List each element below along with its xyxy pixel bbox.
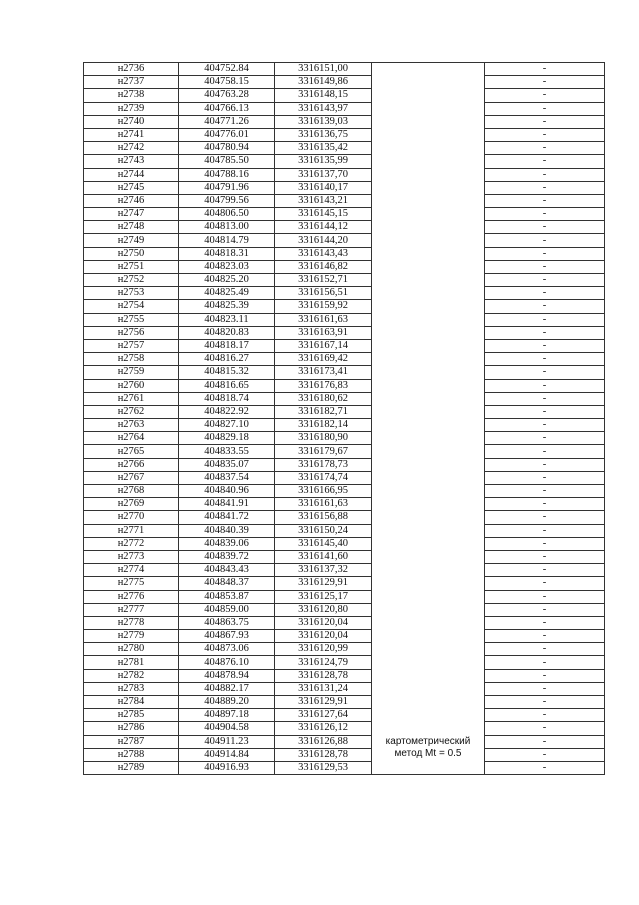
coord-y-cell: 3316149,86	[275, 76, 372, 89]
point-id-cell: н2739	[84, 102, 179, 115]
method-accuracy: метод Mt = 0.5	[394, 748, 462, 760]
coord-y-cell: 3316148,15	[275, 89, 372, 102]
point-id-cell: н2770	[84, 511, 179, 524]
note-cell: -	[485, 274, 605, 287]
coord-x-cell: 404837.54	[179, 471, 275, 484]
point-id-cell: н2755	[84, 313, 179, 326]
note-cell: -	[485, 155, 605, 168]
coord-y-cell: 3316143,43	[275, 247, 372, 260]
coord-y-cell: 3316120,04	[275, 616, 372, 629]
coord-x-cell: 404823.11	[179, 313, 275, 326]
table-row	[84, 616, 605, 629]
coord-y-cell: 3316161,63	[275, 498, 372, 511]
coord-x-cell: 404911.23	[179, 735, 275, 748]
note-cell: -	[485, 168, 605, 181]
note-cell: -	[485, 287, 605, 300]
coord-y-cell: 3316129,91	[275, 696, 372, 709]
note-cell: -	[485, 194, 605, 207]
note-cell: -	[485, 432, 605, 445]
point-id-cell: н2740	[84, 115, 179, 128]
table-row	[84, 643, 605, 656]
note-cell: -	[485, 128, 605, 141]
table-row	[84, 432, 605, 445]
point-id-cell: н2746	[84, 194, 179, 207]
coord-y-cell: 3316143,21	[275, 194, 372, 207]
note-cell: -	[485, 669, 605, 682]
coord-x-cell: 404788.16	[179, 168, 275, 181]
note-cell: -	[485, 76, 605, 89]
coord-y-cell: 3316124,79	[275, 656, 372, 669]
table-row	[84, 577, 605, 590]
coord-x-cell: 404904.58	[179, 722, 275, 735]
coord-x-cell: 404818.31	[179, 247, 275, 260]
coord-x-cell: 404840.39	[179, 524, 275, 537]
coord-y-cell: 3316178,73	[275, 458, 372, 471]
coord-x-cell: 404889.20	[179, 696, 275, 709]
coord-y-cell: 3316144,20	[275, 234, 372, 247]
coord-x-cell: 404859.00	[179, 603, 275, 616]
point-id-cell: н2752	[84, 274, 179, 287]
point-id-cell: н2781	[84, 656, 179, 669]
coord-x-cell: 404863.75	[179, 616, 275, 629]
point-id-cell: н2763	[84, 419, 179, 432]
point-id-cell: н2745	[84, 181, 179, 194]
point-id-cell: н2771	[84, 524, 179, 537]
note-cell: -	[485, 300, 605, 313]
table-row	[84, 748, 605, 761]
method-name: картометрический	[385, 736, 471, 748]
table-row	[84, 102, 605, 115]
coord-y-cell: 3316161,63	[275, 313, 372, 326]
coord-y-cell: 3316156,51	[275, 287, 372, 300]
coord-y-cell: 3316139,03	[275, 115, 372, 128]
point-id-cell: н2788	[84, 748, 179, 761]
coord-x-cell: 404840.96	[179, 485, 275, 498]
point-id-cell: н2772	[84, 537, 179, 550]
coord-y-cell: 3316166,95	[275, 485, 372, 498]
coord-x-cell: 404818.74	[179, 392, 275, 405]
point-id-cell: н2774	[84, 564, 179, 577]
point-id-cell: н2778	[84, 616, 179, 629]
coord-x-cell: 404752.84	[179, 63, 275, 76]
note-cell: -	[485, 761, 605, 774]
coord-y-cell: 3316152,71	[275, 274, 372, 287]
coord-x-cell: 404791.96	[179, 181, 275, 194]
coord-x-cell: 404799.56	[179, 194, 275, 207]
note-cell: -	[485, 458, 605, 471]
coord-y-cell: 3316174,74	[275, 471, 372, 484]
note-cell: -	[485, 313, 605, 326]
point-id-cell: н2748	[84, 221, 179, 234]
coord-y-cell: 3316137,70	[275, 168, 372, 181]
coord-x-cell: 404882.17	[179, 682, 275, 695]
note-cell: -	[485, 564, 605, 577]
point-id-cell: н2751	[84, 260, 179, 273]
table-row	[84, 221, 605, 234]
table-row	[84, 550, 605, 563]
point-id-cell: н2741	[84, 128, 179, 141]
coord-y-cell: 3316126,12	[275, 722, 372, 735]
note-cell: -	[485, 485, 605, 498]
coord-y-cell: 3316151,00	[275, 63, 372, 76]
table-row	[84, 313, 605, 326]
table-row	[84, 405, 605, 418]
note-cell: -	[485, 326, 605, 339]
note-cell: -	[485, 590, 605, 603]
coord-x-cell: 404829.18	[179, 432, 275, 445]
note-cell: -	[485, 392, 605, 405]
point-id-cell: н2766	[84, 458, 179, 471]
point-id-cell: н2756	[84, 326, 179, 339]
coord-y-cell: 3316140,17	[275, 181, 372, 194]
point-id-cell: н2769	[84, 498, 179, 511]
table-row	[84, 155, 605, 168]
table-row	[84, 524, 605, 537]
coord-x-cell: 404839.72	[179, 550, 275, 563]
coord-y-cell: 3316131,24	[275, 682, 372, 695]
coord-y-cell: 3316146,82	[275, 260, 372, 273]
coordinates-table	[83, 62, 605, 775]
coord-y-cell: 3316167,14	[275, 339, 372, 352]
note-cell: -	[485, 682, 605, 695]
point-id-cell: н2762	[84, 405, 179, 418]
note-cell: -	[485, 234, 605, 247]
coord-y-cell: 3316128,78	[275, 669, 372, 682]
coord-x-cell: 404873.06	[179, 643, 275, 656]
table-row	[84, 630, 605, 643]
coord-y-cell: 3316120,80	[275, 603, 372, 616]
coord-y-cell: 3316169,42	[275, 353, 372, 366]
table-row	[84, 722, 605, 735]
table-row	[84, 498, 605, 511]
table-row	[84, 326, 605, 339]
coord-y-cell: 3316163,91	[275, 326, 372, 339]
note-cell: -	[485, 603, 605, 616]
point-id-cell: н2767	[84, 471, 179, 484]
point-id-cell: н2785	[84, 709, 179, 722]
coord-y-cell: 3316141,60	[275, 550, 372, 563]
note-cell: -	[485, 722, 605, 735]
method-cell	[372, 63, 485, 775]
table-row	[84, 247, 605, 260]
point-id-cell: н2780	[84, 643, 179, 656]
table-row	[84, 392, 605, 405]
coord-y-cell: 3316159,92	[275, 300, 372, 313]
table-row	[84, 603, 605, 616]
note-cell: -	[485, 247, 605, 260]
coord-x-cell: 404839.06	[179, 537, 275, 550]
table-row	[84, 274, 605, 287]
point-id-cell: н2737	[84, 76, 179, 89]
note-cell: -	[485, 115, 605, 128]
point-id-cell: н2747	[84, 208, 179, 221]
coord-y-cell: 3316136,75	[275, 128, 372, 141]
coord-x-cell: 404813.00	[179, 221, 275, 234]
point-id-cell: н2738	[84, 89, 179, 102]
note-cell: -	[485, 630, 605, 643]
coord-x-cell: 404818.17	[179, 339, 275, 352]
table-row	[84, 511, 605, 524]
point-id-cell: н2736	[84, 63, 179, 76]
table-row	[84, 458, 605, 471]
coord-x-cell: 404815.32	[179, 366, 275, 379]
coord-x-cell: 404914.84	[179, 748, 275, 761]
coord-y-cell: 3316173,41	[275, 366, 372, 379]
note-cell: -	[485, 89, 605, 102]
coord-x-cell: 404878.94	[179, 669, 275, 682]
point-id-cell: н2744	[84, 168, 179, 181]
note-cell: -	[485, 709, 605, 722]
note-cell: -	[485, 445, 605, 458]
point-id-cell: н2743	[84, 155, 179, 168]
point-id-cell: н2757	[84, 339, 179, 352]
coord-x-cell: 404758.15	[179, 76, 275, 89]
point-id-cell: н2764	[84, 432, 179, 445]
table-row	[84, 696, 605, 709]
coord-x-cell: 404897.18	[179, 709, 275, 722]
coord-x-cell: 404820.83	[179, 326, 275, 339]
coord-x-cell: 404814.79	[179, 234, 275, 247]
coord-x-cell: 404825.20	[179, 274, 275, 287]
coord-x-cell: 404816.65	[179, 379, 275, 392]
note-cell: -	[485, 405, 605, 418]
table-row	[84, 485, 605, 498]
coord-x-cell: 404823.03	[179, 260, 275, 273]
note-cell: -	[485, 524, 605, 537]
note-cell: -	[485, 221, 605, 234]
coord-y-cell: 3316150,24	[275, 524, 372, 537]
coord-y-cell: 3316182,14	[275, 419, 372, 432]
table-row	[84, 181, 605, 194]
coord-y-cell: 3316137,32	[275, 564, 372, 577]
table-row	[84, 735, 605, 748]
point-id-cell: н2753	[84, 287, 179, 300]
table-row	[84, 194, 605, 207]
coord-y-cell: 3316129,53	[275, 761, 372, 774]
coord-y-cell: 3316176,83	[275, 379, 372, 392]
coord-y-cell: 3316128,78	[275, 748, 372, 761]
table-row	[84, 471, 605, 484]
note-cell: -	[485, 419, 605, 432]
coord-x-cell: 404841.72	[179, 511, 275, 524]
note-cell: -	[485, 616, 605, 629]
coord-x-cell: 404833.55	[179, 445, 275, 458]
point-id-cell: н2760	[84, 379, 179, 392]
coord-x-cell: 404763.28	[179, 89, 275, 102]
coordinates-table-body	[84, 63, 605, 775]
coord-y-cell: 3316125,17	[275, 590, 372, 603]
table-row	[84, 287, 605, 300]
coord-x-cell: 404848.37	[179, 577, 275, 590]
point-id-cell: н2784	[84, 696, 179, 709]
point-id-cell: н2750	[84, 247, 179, 260]
note-cell: -	[485, 142, 605, 155]
point-id-cell: н2773	[84, 550, 179, 563]
table-row	[84, 379, 605, 392]
coord-x-cell: 404766.13	[179, 102, 275, 115]
note-cell: -	[485, 260, 605, 273]
coord-x-cell: 404806.50	[179, 208, 275, 221]
coord-x-cell: 404825.49	[179, 287, 275, 300]
note-cell: -	[485, 63, 605, 76]
table-row	[84, 564, 605, 577]
table-row	[84, 300, 605, 313]
coord-y-cell: 3316126,88	[275, 735, 372, 748]
point-id-cell: н2761	[84, 392, 179, 405]
note-cell: -	[485, 511, 605, 524]
coord-y-cell: 3316120,99	[275, 643, 372, 656]
coord-x-cell: 404822.92	[179, 405, 275, 418]
note-cell: -	[485, 471, 605, 484]
note-cell: -	[485, 181, 605, 194]
table-row	[84, 590, 605, 603]
coord-x-cell: 404785.50	[179, 155, 275, 168]
table-row	[84, 339, 605, 352]
note-cell: -	[485, 366, 605, 379]
point-id-cell: н2789	[84, 761, 179, 774]
point-id-cell: н2742	[84, 142, 179, 155]
table-row	[84, 76, 605, 89]
note-cell: -	[485, 643, 605, 656]
point-id-cell: н2754	[84, 300, 179, 313]
note-cell: -	[485, 735, 605, 748]
coord-y-cell: 3316127,64	[275, 709, 372, 722]
note-cell: -	[485, 102, 605, 115]
coord-y-cell: 3316129,91	[275, 577, 372, 590]
coord-y-cell: 3316144,12	[275, 221, 372, 234]
table-row	[84, 537, 605, 550]
table-row	[84, 128, 605, 141]
coord-x-cell: 404916.93	[179, 761, 275, 774]
note-cell: -	[485, 696, 605, 709]
table-row	[84, 419, 605, 432]
note-cell: -	[485, 748, 605, 761]
point-id-cell: н2765	[84, 445, 179, 458]
point-id-cell: н2776	[84, 590, 179, 603]
coord-x-cell: 404876.10	[179, 656, 275, 669]
table-row	[84, 260, 605, 273]
coord-y-cell: 3316135,42	[275, 142, 372, 155]
coord-y-cell: 3316180,90	[275, 432, 372, 445]
point-id-cell: н2779	[84, 630, 179, 643]
coord-x-cell: 404843.43	[179, 564, 275, 577]
table-row	[84, 366, 605, 379]
coord-y-cell: 3316145,15	[275, 208, 372, 221]
note-cell: -	[485, 379, 605, 392]
table-row	[84, 208, 605, 221]
table-row	[84, 115, 605, 128]
point-id-cell: н2768	[84, 485, 179, 498]
note-cell: -	[485, 208, 605, 221]
coord-y-cell: 3316156,88	[275, 511, 372, 524]
coord-x-cell: 404825.39	[179, 300, 275, 313]
point-id-cell: н2783	[84, 682, 179, 695]
coord-y-cell: 3316179,67	[275, 445, 372, 458]
coord-y-cell: 3316180,62	[275, 392, 372, 405]
coord-x-cell: 404835.07	[179, 458, 275, 471]
note-cell: -	[485, 498, 605, 511]
coord-y-cell: 3316182,71	[275, 405, 372, 418]
table-row	[84, 682, 605, 695]
table-row	[84, 353, 605, 366]
table-row	[84, 168, 605, 181]
coord-y-cell: 3316145,40	[275, 537, 372, 550]
point-id-cell: н2787	[84, 735, 179, 748]
coord-x-cell: 404816.27	[179, 353, 275, 366]
coord-x-cell: 404780.94	[179, 142, 275, 155]
point-id-cell: н2749	[84, 234, 179, 247]
note-cell: -	[485, 537, 605, 550]
coord-x-cell: 404867.93	[179, 630, 275, 643]
coord-x-cell: 404841.91	[179, 498, 275, 511]
table-row	[84, 89, 605, 102]
note-cell: -	[485, 339, 605, 352]
table-row	[84, 656, 605, 669]
coord-y-cell: 3316135,99	[275, 155, 372, 168]
table-row	[84, 669, 605, 682]
point-id-cell: н2775	[84, 577, 179, 590]
table-row	[84, 709, 605, 722]
note-cell: -	[485, 550, 605, 563]
coord-y-cell: 3316143,97	[275, 102, 372, 115]
table-row	[84, 142, 605, 155]
table-row	[84, 63, 605, 76]
coord-x-cell: 404827.10	[179, 419, 275, 432]
note-cell: -	[485, 656, 605, 669]
table-row	[84, 761, 605, 774]
note-cell: -	[485, 353, 605, 366]
table-row	[84, 445, 605, 458]
point-id-cell: н2786	[84, 722, 179, 735]
coord-x-cell: 404771.26	[179, 115, 275, 128]
point-id-cell: н2777	[84, 603, 179, 616]
note-cell: -	[485, 577, 605, 590]
coord-x-cell: 404776.01	[179, 128, 275, 141]
point-id-cell: н2759	[84, 366, 179, 379]
point-id-cell: н2782	[84, 669, 179, 682]
point-id-cell: н2758	[84, 353, 179, 366]
table-row	[84, 234, 605, 247]
coord-x-cell: 404853.87	[179, 590, 275, 603]
coord-y-cell: 3316120,04	[275, 630, 372, 643]
